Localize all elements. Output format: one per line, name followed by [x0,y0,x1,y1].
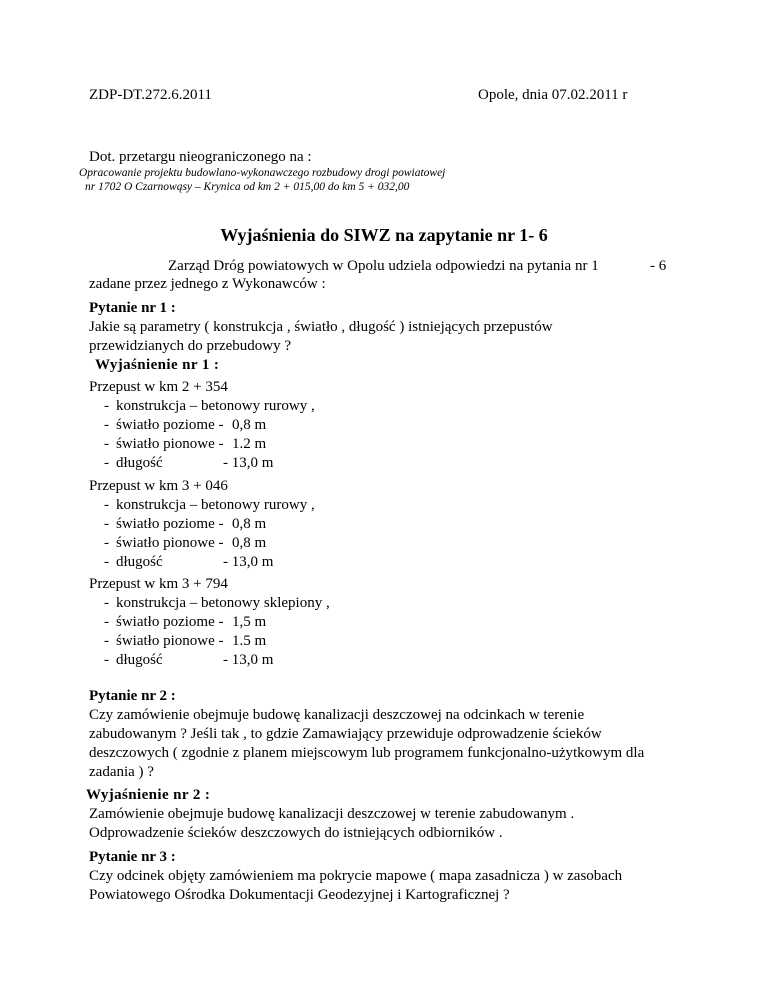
culvert-item [89,651,274,670]
culvert-item [89,534,267,553]
item-label: konstrukcja – betonowy rurowy , [116,497,315,513]
culvert-title: Przepust w km 3 + 046 [89,478,228,494]
question-3 [89,848,622,905]
culvert-title: Przepust w km 3 + 794 [89,576,228,592]
item-dash: - [104,455,109,471]
culvert-item [89,613,267,632]
culvert-item [89,454,274,473]
culvert-item [89,553,274,572]
item-label: konstrukcja – betonowy rurowy , [116,398,315,414]
culvert-3 [89,575,330,670]
item-dash: - [104,595,109,611]
intro-line-2: zadane przez jednego z Wykonawców : [89,276,326,292]
item-dash: - [104,398,109,414]
item-value: 1,5 m [232,614,267,630]
item-dash: - [104,633,109,649]
reference-number: ZDP-DT.272.6.2011 [89,87,212,103]
answer-2-text: Zamówienie obejmuje budowę kanalizacji deszczowej w terenie zabudowanym . [89,806,575,822]
item-dash: - [104,554,109,570]
document-date: Opole, dnia 07.02.2011 r [478,87,628,103]
question-1-text-1: Jakie są parametry ( konstrukcja , światło , długość ) istniejących przepustów [89,319,553,335]
culvert-title: Przepust w km 2 + 354 [89,379,228,395]
item-value: - 13,0 m [223,652,274,668]
item-value: 0,8 m [232,535,267,551]
item-value: 0,8 m [232,417,267,433]
culvert-item [89,632,267,651]
question-2-text: deszczowych ( zgodnie z planem miejscowym lub programem funkcjonalno-użytkowym dla [89,745,645,761]
answer-2-text: Odprowadzenie ścieków deszczowych do istniejących odbiorników . [89,825,503,841]
question-3-text: Powiatowego Ośrodka Dokumentacji Geodezyjnej i Kartograficznej ? [89,887,510,903]
item-label: światło poziome - [116,417,224,433]
culvert-item [89,515,267,534]
item-dash: - [104,516,109,532]
question-3-heading: Pytanie nr 3 : [89,849,176,865]
answer-2-heading: Wyjaśnienie nr 2 : [86,787,211,803]
question-2-text: zabudowanym ? Jeśli tak , to gdzie Zamawiający przewiduje odprowadzenie ścieków [89,726,602,742]
item-value: 0,8 m [232,516,267,532]
question-2-heading: Pytanie nr 2 : [89,688,176,704]
culvert-item [89,416,267,435]
culvert-2 [89,477,315,572]
question-2-text: Czy zamówienie obejmuje budowę kanalizacji deszczowej na odcinkach w terenie [89,707,585,723]
question-2-text: zadania ) ? [89,764,154,780]
item-dash: - [104,535,109,551]
item-label: długość [116,554,163,570]
culvert-item [89,435,267,454]
culvert-1 [89,378,315,473]
question-3-text: Czy odcinek objęty zamówieniem ma pokrycie mapowe ( mapa zasadnicza ) w zasobach [89,868,623,884]
item-label: konstrukcja – betonowy sklepiony , [116,595,330,611]
answer-2 [86,786,574,843]
item-dash: - [104,652,109,668]
page-title: Wyjaśnienia do SIWZ na zapytanie nr 1- 6 [220,225,548,245]
item-label: światło poziome - [116,614,224,630]
item-value: - 13,0 m [223,455,274,471]
item-value: 1.5 m [232,633,267,649]
item-dash: - [104,436,109,452]
item-dash: - [104,497,109,513]
culvert-item [89,397,315,416]
item-label: światło pionowe - [116,535,224,551]
item-label: światło pionowe - [116,436,224,452]
item-label: światło pionowe - [116,633,224,649]
item-label: długość [116,455,163,471]
question-1-heading: Pytanie nr 1 : [89,300,176,316]
culvert-item [89,594,330,613]
question-1-text-2: przewidzianych do przebudowy ? [89,338,292,354]
intro-range-end: - 6 [650,258,667,274]
item-dash: - [104,614,109,630]
culvert-item [89,496,315,515]
question-1 [89,299,553,375]
item-value: - 13,0 m [223,554,274,570]
question-2 [89,687,644,782]
subject-label: Dot. przetargu nieograniczonego na : [89,149,312,165]
item-value: 1.2 m [232,436,267,452]
item-label: światło poziome - [116,516,224,532]
subject-line-1: Opracowanie projektu budowlano-wykonawczego rozbudowy drogi powiatowej [79,167,446,179]
intro-line-1: Zarząd Dróg powiatowych w Opolu udziela odpowiedzi na pytania nr 1 [168,258,599,274]
subject-line-2: nr 1702 O Czarnowąsy – Krynica od km 2 + 015,00 do km 5 + 032,00 [85,181,410,193]
answer-1-heading: Wyjaśnienie nr 1 : [95,357,220,373]
item-label: długość [116,652,163,668]
item-dash: - [104,417,109,433]
